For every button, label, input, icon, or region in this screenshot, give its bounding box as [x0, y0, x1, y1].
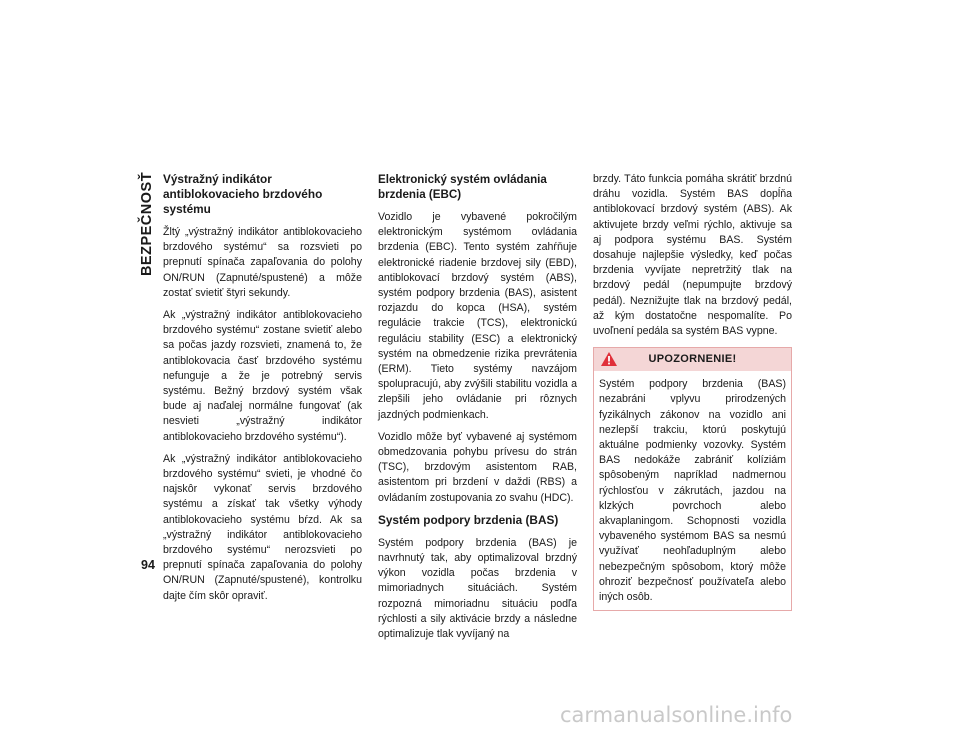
paragraph: Systém podpory brzdenia (BAS) je navrhnutý tak, aby optimalizoval brzdný výkon vozidla počas brzdenia v mimoriadnych situáciách. Systém rozpozná mimoriadnu situáciu podľa rýchlosti a sily aktivácie brzdy a následne optimalizuje tlak vyvíjaný na [378, 536, 577, 641]
column-3 [593, 172, 792, 611]
warning-triangle-icon [600, 351, 618, 367]
warning-text: Systém podpory brzdenia (BAS) nezabráni vplyvu prirodzených fyzikálnych zákonov na vozidlo ani nezlepší trakciu, ktorú poskytujú aktuálne podmienky vozovky. Systém BAS nedokáže zabrániť kolíziám spôsobeným napríklad nadmernou rýchlosťou v zákrutách, jazdou na klzkých povrchoch alebo akvaplaningom. Schopnosti vozidla vybaveného systémom BAS sa nesmú využívať neohľaduplným alebo nebezpečným spôsobom, ktorý môže ohroziť bezpečnosť používateľa alebo iných osôb. [599, 378, 786, 604]
section-tab-label: BEZPEČNOSŤ [139, 171, 155, 277]
footer-watermark: carmanualsonline.info [560, 703, 793, 727]
paragraph: Vozidlo je vybavené pokročilým elektronickým systémom ovládania brzdenia (EBC). Tento systém zahŕňuje elektronické riadenie brzdovej sily (EBD), antiblokovací brzdový systém (ABS), systém podpory brzdenia (BAS), asistent rozjazdu do kopca (HSA), systém regulácie trakcie (TCS), elektronickú reguláciu stability (ESC) a elektronický systém na obmedzenie rizika prevrátenia (ERM). Tieto systémy navzájom spolupracujú, aby zvýšili stabilitu vozidla a zlepšili jeho ovládanie pri rôznych jazdných podmienkach. [378, 211, 577, 421]
paragraph: Ak „výstražný indikátor antiblokovacieho brzdového systému“ svieti, je vhodné čo najskôr vykonať servis brzdového systému a získať tak všetky výhody antiblokovacieho systému bŕzd. Ak sa „výstražný indikátor antiblokovacieho brzdového systému“ nerozsvieti po prepnutí spínača zapaľovania do polohy ON/RUN (Zapnuté/spustené), kontrolku dajte čím skôr opraviť. [163, 452, 362, 602]
heading-bas: Systém podpory brzdenia (BAS) [378, 512, 559, 527]
paragraph: Ak „výstražný indikátor antiblokovacieho brzdového systému“ zostane svietiť alebo sa počas jazdy rozsvieti, znamená to, že antiblokovacia časť brzdového systému nefunguje a že je potrebný servis systému. Bežný brzdový systém však bude aj naďalej normálne fungovať (ak nesvieti „výstražný indikátor antiblokovacieho brzdového systému“). [163, 309, 362, 443]
paragraph: Vozidlo môže byť vybavené aj systémom obmedzovania pohybu prívesu do strán (TSC), brzdovým asistentom RAB, asistentom pri brzdení v daždi (RBS) a ovládaním zostupovania zo svahu (HDC). [378, 430, 577, 504]
page-number: 94 [141, 558, 155, 572]
column-1 [163, 172, 362, 611]
column-2 [378, 172, 577, 649]
warning-body [594, 371, 791, 610]
heading-ebc: Elektronický systém ovládania brzdenia (EBC) [378, 173, 547, 201]
paragraph: brzdy. Táto funkcia pomáha skrátiť brzdnú dráhu vozidla. Systém BAS dopĺňa antiblokovací brzdový systém (ABS). Ak aktivujete brzdy veľmi rýchlo, aktivuje sa aj podpora systému BAS. Systém dosahuje najlepšie výsledky, keď počas brzdenia vyvíjate nepretržitý tlak na brzdový pedál (nepumpujte brzdový pedál). Neznižujte tlak na brzdový pedál, až kým dostatočne nespomalíte. Po uvoľnení pedála sa systém BAS vypne. [593, 173, 792, 338]
section-tab [136, 168, 158, 280]
paragraph: Žltý „výstražný indikátor antiblokovacieho brzdového systému“ sa rozsvieti po prepnutí spínača zapaľovania do polohy ON/RUN (Zapnuté/spustené) a môže zostať svietiť štyri sekundy. [163, 226, 362, 299]
warning-header [594, 348, 791, 371]
warning-title: UPOZORNENIE! [648, 353, 737, 366]
heading-abs-indicator: Výstražný indikátor antiblokovacieho brzdového systému [163, 172, 323, 216]
warning-box [593, 347, 792, 611]
